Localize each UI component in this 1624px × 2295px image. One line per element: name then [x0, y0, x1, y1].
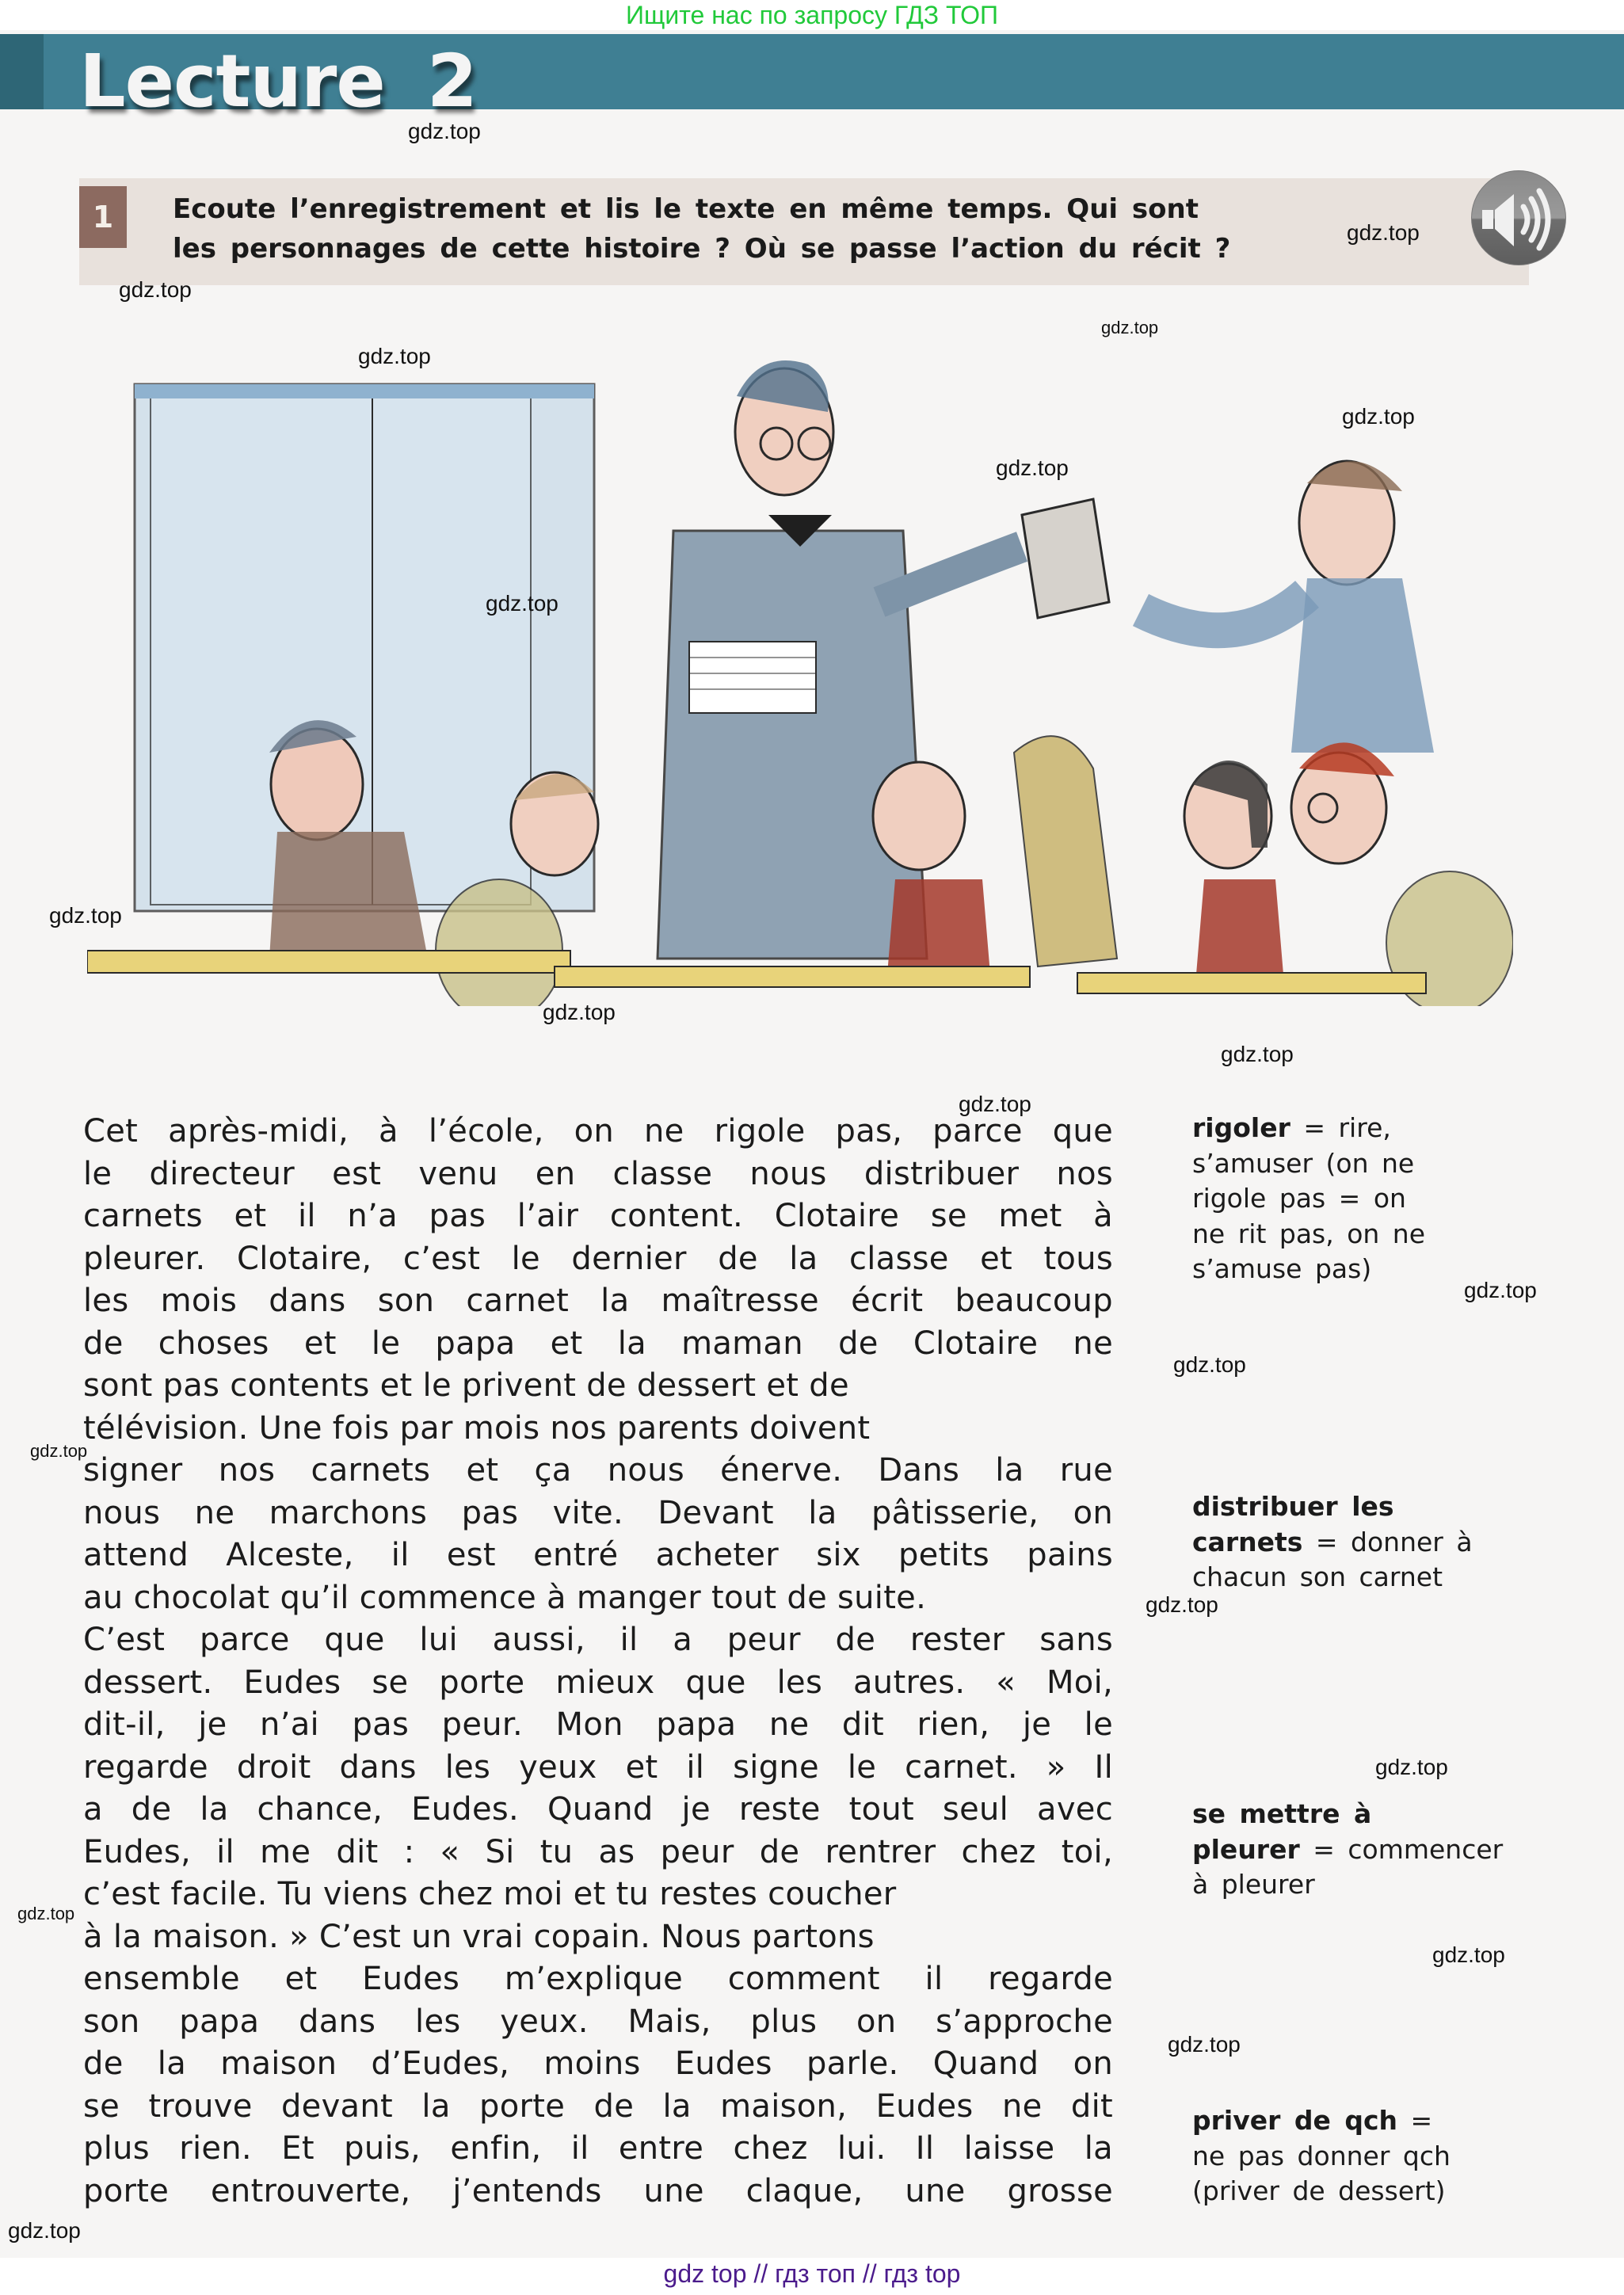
glossary-entry	[1192, 1489, 1525, 1595]
story-line: Eudes, il me dit : « Si tu as peur de rentrer chez toi,	[83, 1833, 1113, 1870]
glossary-line	[1192, 2103, 1525, 2139]
story-line: plus rien. Et puis, enfin, il entre chez lui. Il laisse la	[83, 2130, 1113, 2167]
top-banner: Ищите нас по запросу ГДЗ ТОП	[626, 1, 998, 29]
watermark-text: gdz.top	[543, 1000, 616, 1024]
story-line: son papa dans les yeux. Mais, plus on s’approche	[83, 2003, 1113, 2040]
glossary-entry	[1192, 1111, 1525, 1287]
story-line: ensemble et Eudes m’explique comment il regarde	[83, 1961, 1113, 1997]
story-line: porte entrouverte, j’entends une claque, une grosse	[83, 2172, 1113, 2209]
story-line: c’est facile. Tu viens chez moi et tu restes coucher	[83, 1876, 897, 1912]
watermark-text: gdz.top	[1221, 1042, 1294, 1066]
glossary-line	[1192, 1525, 1525, 1561]
story-line: pleurer. Clotaire, c’est le dernier de la classe et tous	[83, 1240, 1113, 1277]
glossary-line	[1192, 1832, 1525, 1868]
watermark-text: gdz.top	[1146, 1592, 1218, 1617]
glossary-definition: = rire,	[1290, 1112, 1391, 1143]
glossary-entry	[1192, 2103, 1525, 2209]
watermark-text: gdz.top	[1432, 1942, 1505, 1967]
story-line: de la maison d’Eudes, moins Eudes parle. Quand on	[83, 2045, 1113, 2082]
story-line: carnets et il n’a pas l’air content. Clotaire se met à	[83, 1198, 1113, 1234]
glossary-definition: =	[1397, 2105, 1433, 2136]
audio-play-button[interactable]	[1471, 170, 1566, 265]
story-line: Cet après-midi, à l’école, on ne rigole pas, parce que	[83, 1113, 1113, 1149]
glossary-term: distribuer les	[1192, 1491, 1394, 1522]
story-line: sont pas contents et le privent de dessert et de	[83, 1367, 849, 1404]
story-line: le directeur est venu en classe nous distribuer nos	[83, 1155, 1113, 1192]
glossary-line	[1192, 1489, 1525, 1525]
watermark-text: gdz.top	[358, 344, 431, 368]
glossary-definition: à pleurer	[1192, 1869, 1315, 1900]
story-line: au chocolat qu’il commence à manger tout de suite.	[83, 1579, 927, 1616]
exercise-instruction	[79, 178, 1529, 285]
story-line: regarde droit dans les yeux et il signe le carnet. » Il	[83, 1748, 1113, 1786]
glossary-definition: = donner à	[1302, 1526, 1473, 1557]
glossary-line	[1192, 1111, 1525, 1146]
glossary-term: rigoler	[1192, 1112, 1290, 1143]
glossary-definition: s’amuse pas)	[1192, 1253, 1372, 1284]
watermark-text: gdz.top	[408, 119, 481, 143]
exercise-number-badge: 1	[79, 186, 127, 248]
story-line: de choses et le papa et la maman de Clotaire ne	[83, 1325, 1113, 1362]
glossary-definition: s’amuser (on ne	[1192, 1147, 1415, 1179]
exercise-text	[173, 189, 1282, 269]
story-line: dit-il, je n’ai pas peur. Mon papa ne dit rien, je le	[83, 1706, 1113, 1743]
exercise-line: Ecoute l’enregistrement et lis le texte en même temps. Qui sont	[173, 193, 1199, 225]
glossary-definition: = commencer	[1299, 1833, 1504, 1865]
glossary-line	[1192, 1797, 1525, 1832]
story-line: C’est parce que lui aussi, il a peur de rester sans	[83, 1622, 1113, 1658]
glossary-definition: ne pas donner qch	[1192, 2140, 1451, 2171]
glossary-line	[1192, 2174, 1525, 2209]
footer-watermark: gdz top // гдз топ // гдз top	[663, 2259, 961, 2288]
watermark-text: gdz.top	[996, 456, 1069, 480]
glossary-entry	[1192, 1797, 1525, 1903]
classroom-drawing	[87, 341, 1513, 1006]
watermark-text: gdz.top	[30, 1441, 88, 1461]
glossary-definition: ne rit pas, on ne	[1192, 1218, 1426, 1249]
watermark-text: gdz.top	[1464, 1278, 1537, 1302]
watermark-text: gdz.top	[486, 591, 558, 616]
watermark-text: gdz.top	[1375, 1755, 1448, 1779]
glossary-definition: rigole pas = on	[1192, 1183, 1406, 1214]
watermark-text: gdz.top	[8, 2218, 81, 2243]
story-line: se trouve devant la porte de la maison, Eudes ne dit	[83, 2087, 1113, 2125]
glossary-line	[1192, 1867, 1525, 1903]
watermark-text: gdz.top	[1173, 1352, 1246, 1377]
watermark-text: gdz.top	[17, 1904, 75, 1923]
watermark-text: gdz.top	[959, 1092, 1031, 1116]
header-bar-edge	[0, 34, 44, 109]
watermark-text: gdz.top	[119, 277, 192, 302]
watermark-text: gdz.top	[1347, 220, 1420, 245]
watermark-text: gdz.top	[1342, 404, 1415, 429]
story-line: télévision. Une fois par mois nos parents doivent	[83, 1409, 871, 1447]
glossary-term: pleurer	[1192, 1833, 1300, 1865]
glossary-term: carnets	[1192, 1526, 1303, 1557]
story-line: attend Alceste, il est entré acheter six petits pains	[83, 1537, 1113, 1573]
watermark-text: gdz.top	[1101, 318, 1159, 337]
speaker-icon	[1471, 170, 1566, 265]
glossary-term: priver de qch	[1192, 2105, 1398, 2136]
glossary-line	[1192, 2139, 1525, 2175]
story-line: signer nos carnets et ça nous énerve. Dans la rue	[83, 1452, 1113, 1489]
watermark-text: gdz.top	[1168, 2032, 1241, 2057]
exercise-line: les personnages de cette histoire ? Où se passe l’action du récit ?	[173, 233, 1231, 265]
story-line: à la maison. » C’est un vrai copain. Nous partons	[83, 1918, 875, 1955]
glossary-definition: chacun son carnet	[1192, 1561, 1443, 1592]
classroom-illustration	[87, 341, 1513, 1006]
glossary-term: se mettre à	[1192, 1798, 1372, 1829]
story-text	[83, 1111, 1113, 2213]
page-title: Lecture 2	[79, 39, 477, 124]
glossary-line	[1192, 1181, 1525, 1217]
glossary-line	[1192, 1217, 1525, 1252]
story-line: nous ne marchons pas vite. Devant la pâtisserie, on	[83, 1494, 1113, 1531]
glossary-line	[1192, 1560, 1525, 1595]
glossary-line	[1192, 1146, 1525, 1182]
story-line: les mois dans son carnet la maîtresse écrit beaucoup	[83, 1283, 1113, 1319]
story-line: dessert. Eudes se porte mieux que les autres. « Moi,	[83, 1664, 1113, 1701]
watermark-text: gdz.top	[49, 903, 122, 928]
story-line: a de la chance, Eudes. Quand je reste tout seul avec	[83, 1791, 1113, 1828]
glossary-definition: (priver de dessert)	[1192, 2175, 1446, 2206]
